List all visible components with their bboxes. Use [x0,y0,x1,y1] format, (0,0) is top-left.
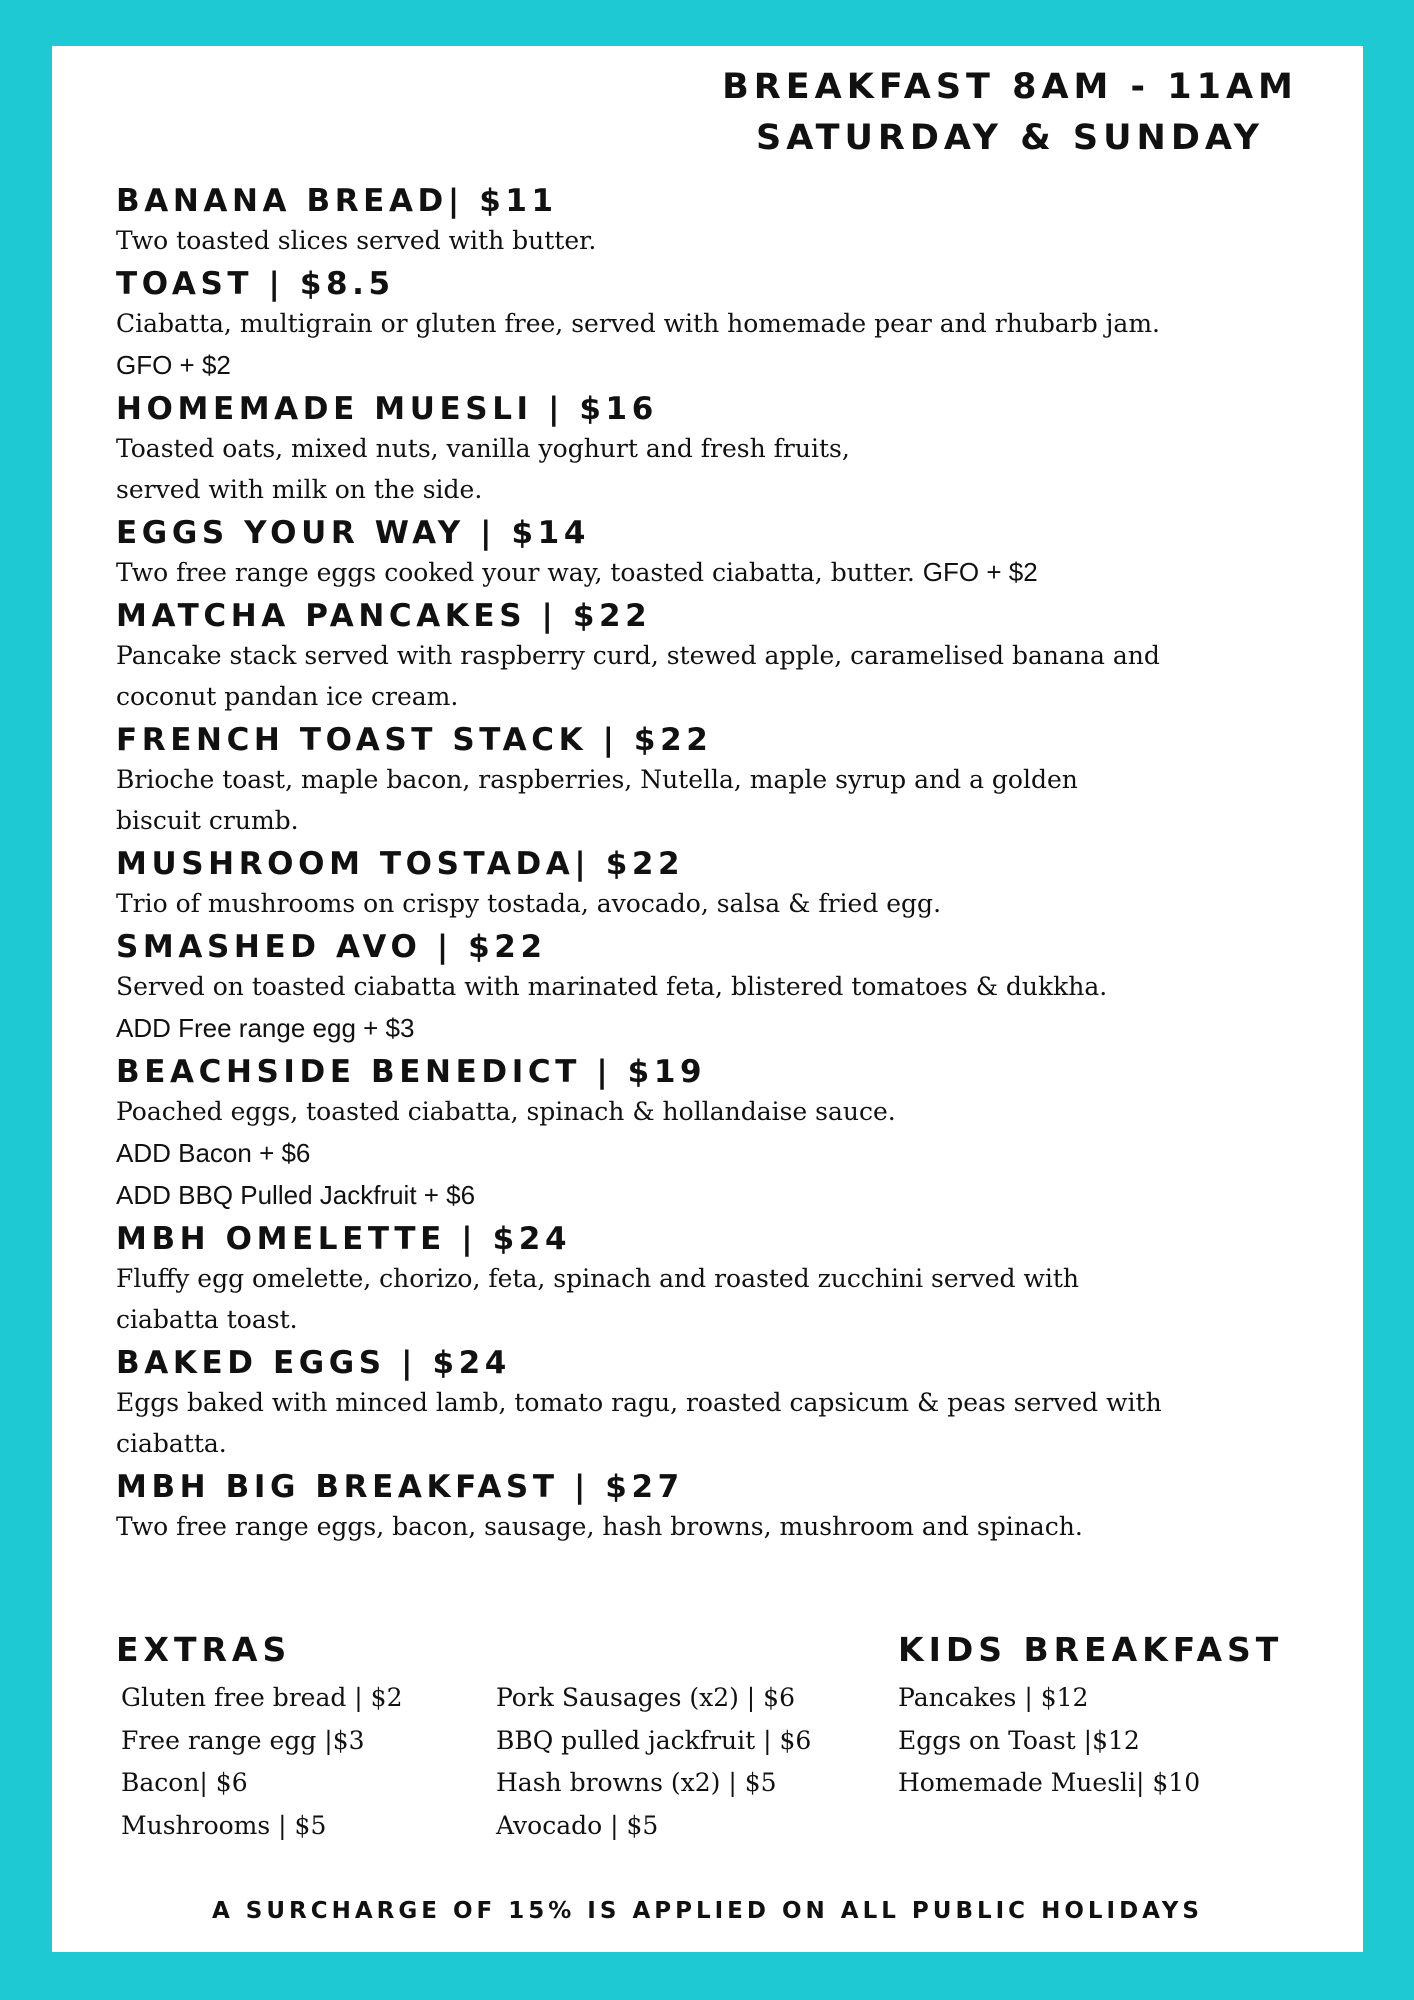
menu-item [116,1053,1266,1216]
item-description-line: Toasted oats, mixed nuts, vanilla yoghurt and fresh fruits, [116,434,850,463]
extras-item: Hash browns (x2) | $5 [496,1768,777,1797]
extras-item: BBQ pulled jackfruit | $6 [496,1725,812,1755]
item-description: Pancake stack served with raspberry curd, stewed apple, caramelised banana and coconut pandan ice cream. [116,641,1160,711]
kids-breakfast-list [898,1677,1200,1805]
item-title: MUSHROOM TOSTADA| $22 [116,846,685,882]
menu-item [116,182,1266,261]
menu-item [116,1344,1266,1464]
service-hours [690,62,1330,164]
extras-item: Free range egg |$3 [121,1725,365,1755]
item-description [116,428,1166,510]
item-title: HOMEMADE MUESLI | $16 [116,391,658,427]
extras-item: Pork Sausages (x2) | $6 [496,1683,795,1712]
extras-heading: EXTRAS [116,1630,292,1669]
extras-item: Avocado | $5 [496,1810,659,1840]
menu-item [116,721,1266,841]
item-description: Trio of mushrooms on crispy tostada, avocado, salsa & fried egg. [116,889,942,918]
extras-item: Mushrooms | $5 [121,1810,327,1840]
item-description-text: Two free range eggs cooked your way, toasted ciabatta, butter. [116,558,915,587]
item-note: ADD Free range egg + $3 [116,1013,415,1043]
item-description: Two free range eggs, bacon, sausage, hash browns, mushroom and spinach. [116,1512,1083,1541]
kids-item: Eggs on Toast |$12 [898,1725,1140,1755]
menu-item [116,1220,1266,1340]
item-note: GFO + $2 [116,350,231,380]
item-description: Fluffy egg omelette, chorizo, feta, spinach and roasted zucchini served with ciabatta toast. [116,1264,1080,1334]
item-title: FRENCH TOAST STACK | $22 [116,722,713,758]
item-title: BEACHSIDE BENEDICT | $19 [116,1054,707,1090]
item-title: SMASHED AVO | $22 [116,929,547,965]
kids-item: Pancakes | $12 [898,1683,1089,1712]
item-title: MBH BIG BREAKFAST | $27 [116,1469,684,1505]
item-note: GFO + $2 [922,557,1038,587]
item-description [116,552,1166,593]
surcharge-notice: A SURCHARGE OF 15% IS APPLIED ON ALL PUBLIC HOLIDAYS [211,1898,1203,1924]
item-title: BAKED EGGS | $24 [116,1345,511,1381]
menu-item [116,265,1266,386]
kids-item: Homemade Muesli| $10 [898,1768,1201,1797]
item-description: Eggs baked with minced lamb, tomato ragu, roasted capsicum & peas served with ciabatta. [116,1388,1162,1458]
item-description: Two toasted slices served with butter. [116,226,597,255]
menu-item [116,597,1266,717]
extras-column-2 [496,1677,811,1847]
item-description: Ciabatta, multigrain or gluten free, served with homemade pear and rhubarb jam. [116,309,1160,338]
extras-item: Gluten free bread | $2 [121,1683,403,1712]
menu-item [116,928,1266,1049]
item-description: Brioche toast, maple bacon, raspberries, Nutella, maple syrup and a golden biscuit crumb. [116,765,1078,835]
menu-item [116,1468,1266,1547]
hours-line: BREAKFAST 8AM - 11AM [722,67,1298,107]
item-title: TOAST | $8.5 [116,266,395,302]
extras-column-1 [121,1677,402,1847]
menu-item [116,845,1266,924]
item-title: MATCHA PANCAKES | $22 [116,598,652,634]
item-description: Poached eggs, toasted ciabatta, spinach & hollandaise sauce. [116,1097,896,1126]
item-description: Served on toasted ciabatta with marinated feta, blistered tomatoes & dukkha. [116,972,1108,1001]
days-line: SATURDAY & SUNDAY [756,118,1264,158]
item-title: MBH OMELETTE | $24 [116,1221,572,1257]
menu-item [116,514,1266,593]
menu-item [116,390,1266,510]
item-description-line: served with milk on the side. [116,475,483,504]
menu-list [116,178,1266,1547]
kids-breakfast-heading: KIDS BREAKFAST [898,1630,1284,1669]
item-title: EGGS YOUR WAY | $14 [116,515,591,551]
item-note: ADD Bacon + $6 [116,1138,311,1168]
extras-item: Bacon| $6 [121,1768,248,1797]
item-title: BANANA BREAD| $11 [116,183,558,219]
item-note: ADD BBQ Pulled Jackfruit + $6 [116,1180,476,1210]
